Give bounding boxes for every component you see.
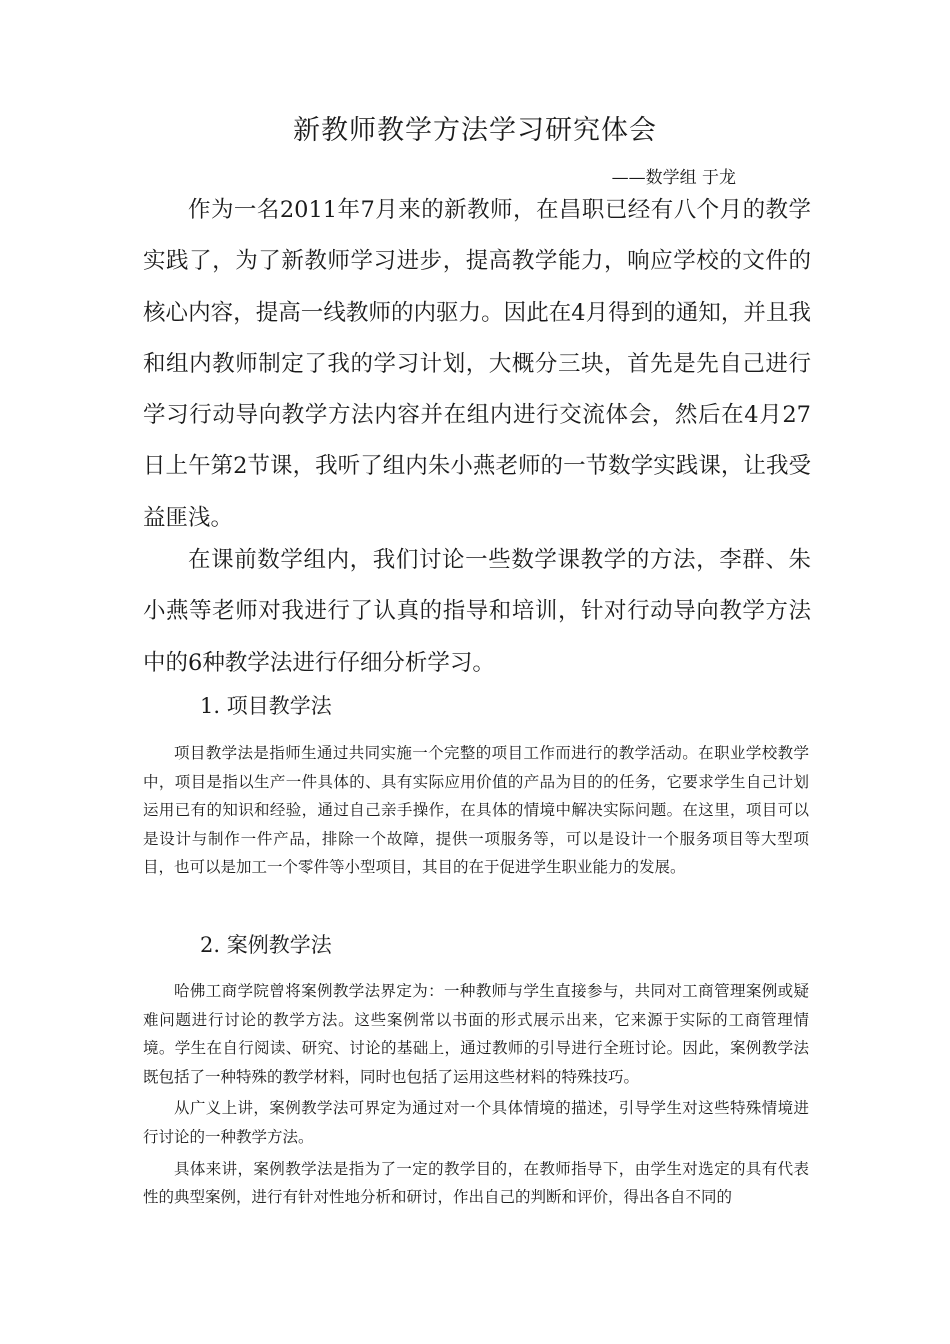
section-heading-project-method: 1. 项目教学法 bbox=[200, 694, 332, 718]
document-title: 新教师教学方法学习研究体会 bbox=[293, 115, 657, 146]
section-heading-case-method: 2. 案例教学法 bbox=[200, 933, 332, 957]
section-body-project-method bbox=[143, 739, 809, 882]
author-byline: ——数学组 于龙 bbox=[611, 168, 736, 188]
paragraph-text: 作为一名2011年7月来的新教师，在昌职已经有八个月的教学实践了，为了新教师学习进步，提高教学能力，响应学校的文件的核心内容，提高一线教师的内驱力。因此在4月得到的通知，并且我和组内教师制定了我的学习计划，大概分三块，首先是先自己进行学习行动导向教学方法内容并在组内进行交流体会，然后在4月27日上午第2节课，我听了组内朱小燕老师的一节数学实践课，让我受益匪浅。 bbox=[143, 197, 811, 531]
section-paragraph: 哈佛工商学院曾将案例教学法界定为：一种教师与学生直接参与，共同对工商管理案例或疑难问题进行讨论的教学方法。这些案例常以书面的形式展示出来，它来源于实际的工商管理情境。学生在自行阅读、研究、讨论的基础上，通过教师的引导进行全班讨论。因此，案例教学法既包括了一种特殊的教学材料，同时也包括了运用这些材料的特殊技巧。 bbox=[143, 982, 809, 1086]
section-paragraph: 具体来讲，案例教学法是指为了一定的教学目的，在教师指导下，由学生对选定的具有代表性的典型案例，进行有针对性地分析和研讨，作出自己的判断和评价，得出各自不同的 bbox=[143, 1159, 809, 1207]
paragraph-text: 在课前数学组内，我们讨论一些数学课教学的方法，李群、朱小燕等老师对我进行了认真的指导和培训，针对行动导向教学方法中的6种教学法进行仔细分析学习。 bbox=[143, 547, 811, 676]
section-paragraph: 项目教学法是指师生通过共同实施一个完整的项目工作而进行的教学活动。在职业学校教学中，项目是指以生产一件具体的、具有实际应用价值的产品为目的的任务，它要求学生自己计划运用已有的知识和经验，通过自己亲手操作，在具体的情境中解决实际问题。在这里，项目可以是设计与制作一件产品，排除一个故障，提供一项服务等，可以是设计一个服务项目等大型项目，也可以是加工一个零件等小型项目，其目的在于促进学生职业能力的发展。 bbox=[143, 744, 809, 877]
intro-paragraph-2 bbox=[143, 535, 811, 689]
section-body-case-method bbox=[143, 977, 809, 1212]
section-paragraph: 从广义上讲，案例教学法可界定为通过对一个具体情境的描述，引导学生对这些特殊情境进行讨论的一种教学方法。 bbox=[143, 1099, 809, 1146]
intro-paragraph-1 bbox=[143, 185, 811, 544]
